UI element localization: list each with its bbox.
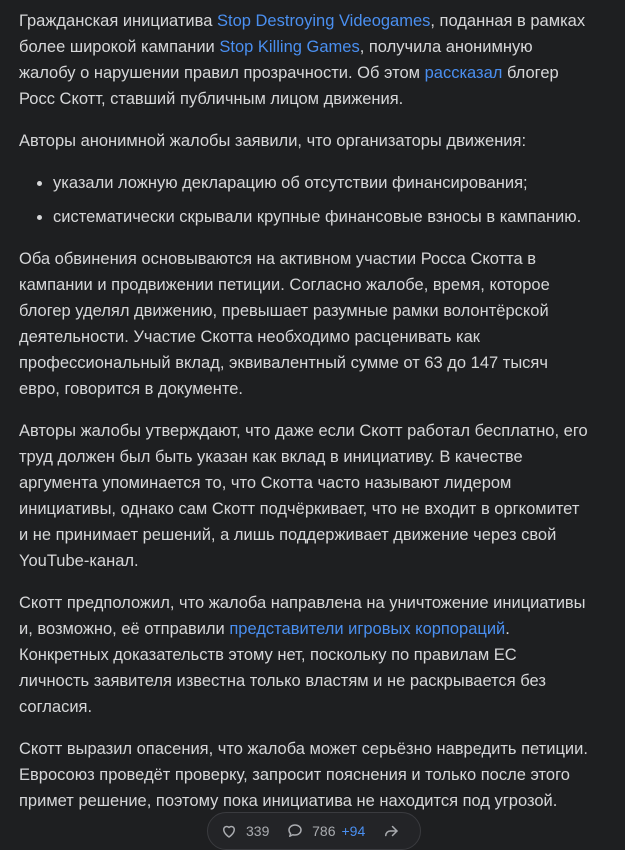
paragraph-complaint: Авторы анонимной жалобы заявили, что организаторы движения:: [19, 132, 527, 150]
heart-icon: [220, 822, 238, 840]
paragraph-argument: Авторы жалобы утверждают, что даже если Скотт работал бесплатно, его труд должен был быть указан как вклад в инициативу. В качестве аргумента упоминается то, что Скотта часто называют лидером инициативы, однако сам Скотт подчёркивает, что не входит в оргкомитет и не принимает решений, а лишь поддерживает движение через свой YouTube-канал.: [19, 422, 588, 570]
new-comments-badge: +94: [341, 823, 366, 839]
comment-bubble-icon: [286, 822, 304, 840]
list-item: систематически скрывали крупные финансовые взносы в кампанию.: [53, 204, 591, 230]
like-count: 339: [246, 823, 270, 839]
paragraph-intro: Гражданская инициатива Stop Destroying Videogames, поданная в рамках более широкой кампании Stop Killing Games, получила анонимную жалобу о нарушении правил прозрачности. Об этом рассказал блогер Росс Скотт, ставший публичным лицом движения.: [19, 12, 586, 108]
share-button[interactable]: [382, 822, 408, 840]
link-stop-destroying-videogames[interactable]: Stop Destroying Videogames: [216, 12, 431, 30]
article-action-bar: [207, 812, 421, 850]
paragraph-concerns: Скотт выразил опасения, что жалоба может серьёзно навредить петиции. Евросоюз проведёт проверку, запросит пояснения и только после этого примет решение, поэтому пока инициатива не находится под угрозой.: [19, 740, 588, 810]
share-arrow-icon: [382, 822, 400, 840]
paragraph-accusations: Оба обвинения основываются на активном участии Росса Скотта в кампании и продвижении петиции. Согласно жалобе, время, которое блогер уделял движению, превышает разумные рамки волонтёрской деятельности. Участие Скотта необходимо расценивать как профессиональный вклад, эквивалентный сумме от 63 до 147 тысяч евро, говорится в документе.: [19, 250, 550, 398]
comment-count: 786: [312, 823, 336, 839]
comments-button[interactable]: [286, 822, 365, 840]
like-button[interactable]: [220, 822, 269, 840]
link-stop-killing-games[interactable]: Stop Killing Games: [219, 38, 360, 56]
list-item: указали ложную декларацию об отсутствии финансирования;: [53, 170, 591, 196]
paragraph-speculation: Скотт предположил, что жалоба направлена на уничтожение инициативы и, возможно, её отправили представители игровых корпораций. Конкретных доказательств этому нет, поскольку по правилам ЕС личность заявителя известна только властям и не раскрывается без согласия.: [19, 594, 586, 716]
link-rasskazal[interactable]: рассказал: [424, 64, 503, 82]
link-game-corporations[interactable]: представители игровых корпораций: [229, 620, 506, 638]
accusation-list: [19, 170, 591, 230]
